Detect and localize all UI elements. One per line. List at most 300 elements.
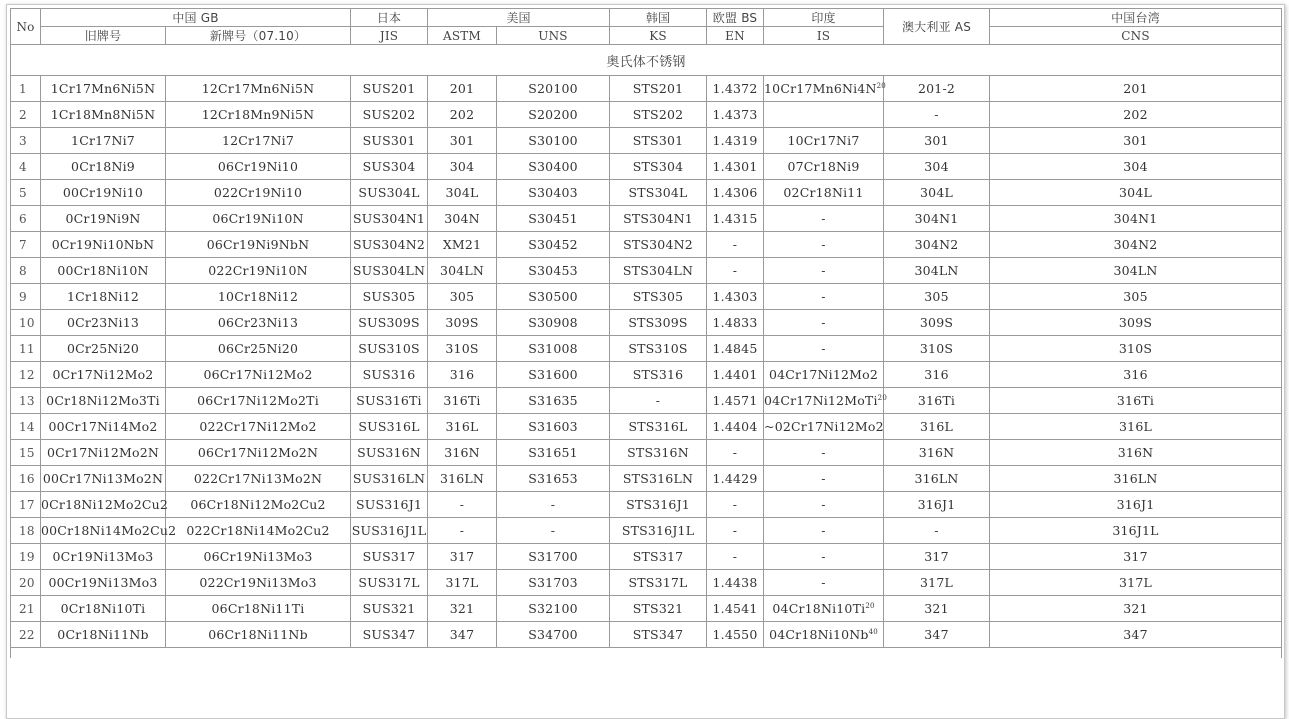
cell-gb-new: 06Cr19Ni9NbN [166,232,351,258]
cell-is [764,414,884,440]
cell-uns: S32100 [497,596,610,622]
cell-no: 11 [11,336,41,362]
cell-cns: 316LN [990,466,1282,492]
cell-is [764,206,884,232]
cell-is-text: 04Cr17Ni12Mo2 [768,367,879,382]
cell-en: 1.4429 [707,466,764,492]
cell-is-text: 04Cr18Ni10Ti [772,601,866,616]
cell-jis: SUS316 [351,362,428,388]
header-australia: 澳大利亚 AS [884,9,990,45]
cell-uns: S30908 [497,310,610,336]
cell-uns: S31700 [497,544,610,570]
cell-astm: 321 [428,596,497,622]
cell-jis: SUS304N1 [351,206,428,232]
cell-no: 10 [11,310,41,336]
cell-jis: SUS304LN [351,258,428,284]
cell-cns: 347 [990,622,1282,648]
cell-is [764,466,884,492]
cell-en: 1.4315 [707,206,764,232]
cell-ks: STS304N1 [610,206,707,232]
cell-jis: SUS316J1L [351,518,428,544]
cell-gb-new: 06Cr17Ni12Mo2N [166,440,351,466]
cell-uns: S30403 [497,180,610,206]
cell-as: 305 [884,284,990,310]
cell-ks: STS316L [610,414,707,440]
cell-as: 316Ti [884,388,990,414]
cell-cns: 305 [990,284,1282,310]
cell-uns: S31008 [497,336,610,362]
table-row [11,622,1282,648]
section-title: 奥氏体不锈钢 [11,45,1282,76]
cell-jis: SUS304 [351,154,428,180]
cell-jis: SUS304N2 [351,232,428,258]
cell-gb-new: 06Cr17Ni12Mo2 [166,362,351,388]
table-row [11,102,1282,128]
cell-gb-new: 12Cr17Mn6Ni5N [166,76,351,102]
cell-is-text: 10Cr17Mn6Ni4N [764,81,877,96]
cell-is-text: - [821,315,826,330]
cell-is [764,180,884,206]
table-row [11,388,1282,414]
cell-gb-old: 0Cr18Ni12Mo3Ti [41,388,166,414]
cell-jis: SUS316N [351,440,428,466]
cell-gb-old: 00Cr17Ni14Mo2 [41,414,166,440]
cell-ks: STS347 [610,622,707,648]
header-gb-new: 新牌号（07.10） [166,27,351,45]
cell-uns: S30451 [497,206,610,232]
cell-cns: 304 [990,154,1282,180]
cell-is-footnote: 20 [865,601,875,610]
cell-no: 22 [11,622,41,648]
cell-is [764,154,884,180]
header-jis: JIS [351,27,428,45]
cell-en: 1.4438 [707,570,764,596]
cell-gb-new: 06Cr23Ni13 [166,310,351,336]
cell-uns: S30400 [497,154,610,180]
cell-en: - [707,440,764,466]
cell-gb-old: 00Cr18Ni10N [41,258,166,284]
cell-no: 13 [11,388,41,414]
cell-en: 1.4404 [707,414,764,440]
cell-gb-new: 022Cr18Ni14Mo2Cu2 [166,518,351,544]
cell-no: 19 [11,544,41,570]
cell-cns: 321 [990,596,1282,622]
cell-astm: 310S [428,336,497,362]
cell-gb-new: 06Cr18Ni11Ti [166,596,351,622]
cell-cns: 317L [990,570,1282,596]
cell-en: 1.4319 [707,128,764,154]
cell-is-text: - [821,497,826,512]
cell-cns: 304N2 [990,232,1282,258]
cell-gb-old: 0Cr25Ni20 [41,336,166,362]
table-row [11,310,1282,336]
cell-gb-old: 0Cr17Ni12Mo2N [41,440,166,466]
cell-astm: 317L [428,570,497,596]
cell-astm: - [428,518,497,544]
table-row [11,440,1282,466]
cell-as: 309S [884,310,990,336]
cell-en: 1.4845 [707,336,764,362]
cell-uns: - [497,518,610,544]
table-row [11,206,1282,232]
cell-is-text: - [821,237,826,252]
cell-is [764,492,884,518]
table-row [11,544,1282,570]
cell-cns: 304LN [990,258,1282,284]
cell-gb-new: 06Cr19Ni10N [166,206,351,232]
cell-uns: S30100 [497,128,610,154]
header-japan: 日本 [351,9,428,27]
cell-as: 201-2 [884,76,990,102]
cell-jis: SUS317 [351,544,428,570]
cell-en: 1.4373 [707,102,764,128]
table-row [11,414,1282,440]
cell-jis: SUS316L [351,414,428,440]
cell-jis: SUS316J1 [351,492,428,518]
cell-is-text: - [821,445,826,460]
cell-astm: 316LN [428,466,497,492]
cell-as: - [884,102,990,128]
cell-cns: 201 [990,76,1282,102]
cell-cns: 316J1 [990,492,1282,518]
cell-no: 18 [11,518,41,544]
cell-gb-new: 12Cr18Mn9Ni5N [166,102,351,128]
cell-is-text: ~02Cr17Ni12Mo2 [764,419,884,434]
cell-cns: 309S [990,310,1282,336]
cell-as: 316LN [884,466,990,492]
cell-ks: STS321 [610,596,707,622]
cell-no: 21 [11,596,41,622]
cell-is-footnote: 40 [868,627,878,636]
cell-gb-old: 0Cr18Ni10Ti [41,596,166,622]
table-row [11,518,1282,544]
cell-as: 317 [884,544,990,570]
cell-is-text: - [821,523,826,538]
header-korea: 韩国 [610,9,707,27]
cell-is [764,388,887,414]
header-row-1 [11,9,1282,27]
cell-en: 1.4550 [707,622,764,648]
cell-uns: S31653 [497,466,610,492]
cell-gb-new: 06Cr19Ni10 [166,154,351,180]
cell-is [764,336,884,362]
cell-gb-old: 00Cr19Ni10 [41,180,166,206]
cell-no: 5 [11,180,41,206]
header-ks: KS [610,27,707,45]
cell-gb-old: 1Cr17Ni7 [41,128,166,154]
cell-ks: STS316J1L [610,518,707,544]
cell-cns: 316Ti [990,388,1282,414]
cell-jis: SUS347 [351,622,428,648]
header-cns: CNS [990,27,1282,45]
cell-en: 1.4306 [707,180,764,206]
cell-jis: SUS201 [351,76,428,102]
cell-ks: STS316LN [610,466,707,492]
cell-is-text: 04Cr17Ni12MoTi [764,393,878,408]
cell-gb-old: 0Cr19Ni13Mo3 [41,544,166,570]
cell-gb-new: 06Cr25Ni20 [166,336,351,362]
cell-jis: SUS316LN [351,466,428,492]
cell-uns: - [497,492,610,518]
cell-gb-new: 06Cr19Ni13Mo3 [166,544,351,570]
table-row [11,596,1282,622]
cell-uns: S34700 [497,622,610,648]
cell-gb-old: 00Cr19Ni13Mo3 [41,570,166,596]
cell-astm: 316Ti [428,388,497,414]
cell-en: 1.4541 [707,596,764,622]
cell-ks: STS316J1 [610,492,707,518]
cell-gb-new: 022Cr17Ni12Mo2 [166,414,351,440]
cell-uns: S31651 [497,440,610,466]
cell-en: 1.4303 [707,284,764,310]
cell-is-text: 07Cr18Ni9 [787,159,860,174]
cell-is-text: - [821,575,826,590]
cell-as: - [884,518,990,544]
cell-gb-old: 1Cr18Ni12 [41,284,166,310]
cell-as: 316J1 [884,492,990,518]
cell-astm: 316 [428,362,497,388]
cell-gb-new: 022Cr17Ni13Mo2N [166,466,351,492]
table-row [11,154,1282,180]
cell-as: 316L [884,414,990,440]
cell-is-text: - [821,263,826,278]
cell-gb-old: 0Cr19Ni10NbN [41,232,166,258]
cell-ks: STS316 [610,362,707,388]
cell-uns: S31703 [497,570,610,596]
cell-is-footnote: 20 [877,393,887,402]
header-is: IS [764,27,884,45]
cell-as: 304N2 [884,232,990,258]
cell-gb-new: 06Cr18Ni12Mo2Cu2 [166,492,351,518]
table-body [11,45,1282,659]
cell-astm: - [428,492,497,518]
cell-en: 1.4301 [707,154,764,180]
header-taiwan: 中国台湾 [990,9,1282,27]
cell-astm: 301 [428,128,497,154]
cell-uns: S31603 [497,414,610,440]
cell-is-text: - [821,471,826,486]
cell-gb-old: 0Cr17Ni12Mo2 [41,362,166,388]
cell-is-text: - [821,211,826,226]
cell-gb-new: 10Cr18Ni12 [166,284,351,310]
table-row [11,492,1282,518]
cell-as: 321 [884,596,990,622]
cell-is-text: 04Cr18Ni10Nb [769,627,869,642]
cell-is [764,232,884,258]
cell-ks: STS304L [610,180,707,206]
cell-cns: 317 [990,544,1282,570]
cell-as: 316N [884,440,990,466]
cell-ks: STS202 [610,102,707,128]
cell-gb-old: 0Cr18Ni12Mo2Cu2 [41,492,166,518]
header-india: 印度 [764,9,884,27]
cell-astm: 305 [428,284,497,310]
cell-is-text: - [821,341,826,356]
document-page [6,4,1285,719]
cell-ks: STS305 [610,284,707,310]
cell-en: 1.4571 [707,388,764,414]
cell-is [764,284,884,310]
cell-astm: 316N [428,440,497,466]
cell-gb-old: 00Cr17Ni13Mo2N [41,466,166,492]
cell-en: - [707,232,764,258]
cell-gb-new: 06Cr17Ni12Mo2Ti [166,388,351,414]
cell-is [764,596,884,622]
cell-gb-new: 022Cr19Ni10N [166,258,351,284]
cell-gb-new: 06Cr18Ni11Nb [166,622,351,648]
cell-uns: S31600 [497,362,610,388]
cell-ks: STS317L [610,570,707,596]
cell-ks: STS301 [610,128,707,154]
table-row [11,570,1282,596]
cell-en: - [707,258,764,284]
steel-grade-comparison-table [10,8,1282,658]
table-footer-cell [11,648,1282,659]
cell-cns: 202 [990,102,1282,128]
cell-no: 3 [11,128,41,154]
cell-as: 304L [884,180,990,206]
cell-astm: XM21 [428,232,497,258]
cell-no: 20 [11,570,41,596]
cell-en: - [707,544,764,570]
cell-as: 347 [884,622,990,648]
header-usa: 美国 [428,9,610,27]
cell-is [764,102,884,128]
cell-en: 1.4372 [707,76,764,102]
cell-no: 12 [11,362,41,388]
cell-gb-old: 0Cr23Ni13 [41,310,166,336]
cell-astm: 316L [428,414,497,440]
cell-uns: S30453 [497,258,610,284]
cell-is [764,518,884,544]
cell-uns: S20100 [497,76,610,102]
cell-gb-old: 0Cr18Ni9 [41,154,166,180]
cell-uns: S30452 [497,232,610,258]
cell-cns: 316L [990,414,1282,440]
cell-uns: S31635 [497,388,610,414]
cell-cns: 301 [990,128,1282,154]
table-row [11,284,1282,310]
table-row [11,258,1282,284]
cell-gb-new: 12Cr17Ni7 [166,128,351,154]
cell-is [764,544,884,570]
cell-ks: STS304LN [610,258,707,284]
cell-uns: S20200 [497,102,610,128]
cell-no: 4 [11,154,41,180]
cell-is-footnote: 20 [876,81,886,90]
cell-gb-new: 022Cr19Ni10 [166,180,351,206]
cell-no: 14 [11,414,41,440]
cell-no: 8 [11,258,41,284]
cell-no: 6 [11,206,41,232]
cell-jis: SUS305 [351,284,428,310]
cell-en: - [707,492,764,518]
cell-ks: STS309S [610,310,707,336]
cell-no: 7 [11,232,41,258]
header-row-2 [11,27,1282,45]
cell-jis: SUS321 [351,596,428,622]
cell-is-text: 10Cr17Ni7 [787,133,860,148]
cell-gb-old: 00Cr18Ni14Mo2Cu2 [41,518,166,544]
cell-gb-old: 1Cr17Mn6Ni5N [41,76,166,102]
header-en: EN [707,27,764,45]
cell-is [764,128,884,154]
cell-cns: 316J1L [990,518,1282,544]
cell-as: 316 [884,362,990,388]
cell-jis: SUS202 [351,102,428,128]
cell-as: 304N1 [884,206,990,232]
table-row [11,180,1282,206]
cell-ks: STS310S [610,336,707,362]
cell-astm: 202 [428,102,497,128]
cell-en: - [707,518,764,544]
cell-jis: SUS310S [351,336,428,362]
cell-as: 304 [884,154,990,180]
cell-is [764,310,884,336]
cell-ks: STS201 [610,76,707,102]
cell-is-text: - [821,549,826,564]
header-no: No [11,9,41,45]
cell-ks: STS304 [610,154,707,180]
table-row [11,76,1282,102]
cell-gb-old: 0Cr19Ni9N [41,206,166,232]
cell-is [764,362,884,388]
cell-jis: SUS309S [351,310,428,336]
cell-is [764,622,884,648]
cell-astm: 201 [428,76,497,102]
cell-astm: 347 [428,622,497,648]
cell-as: 301 [884,128,990,154]
cell-astm: 304 [428,154,497,180]
cell-astm: 317 [428,544,497,570]
cell-no: 9 [11,284,41,310]
cell-no: 2 [11,102,41,128]
cell-gb-old: 0Cr18Ni11Nb [41,622,166,648]
cell-astm: 304L [428,180,497,206]
cell-is [764,570,884,596]
table-row [11,232,1282,258]
cell-astm: 304LN [428,258,497,284]
header-uns: UNS [497,27,610,45]
header-china-gb: 中国 GB [41,9,351,27]
cell-astm: 309S [428,310,497,336]
cell-cns: 310S [990,336,1282,362]
cell-cns: 304N1 [990,206,1282,232]
cell-jis: SUS316Ti [351,388,428,414]
header-eu: 欧盟 BS [707,9,764,27]
table-row [11,336,1282,362]
cell-cns: 316N [990,440,1282,466]
cell-no: 1 [11,76,41,102]
table-row [11,466,1282,492]
cell-no: 15 [11,440,41,466]
table-row [11,128,1282,154]
cell-as: 310S [884,336,990,362]
cell-cns: 316 [990,362,1282,388]
cell-is [764,440,884,466]
cell-ks: STS317 [610,544,707,570]
cell-en: 1.4833 [707,310,764,336]
header-gb-old: 旧牌号 [41,27,166,45]
cell-no: 17 [11,492,41,518]
header-astm: ASTM [428,27,497,45]
table-row [11,362,1282,388]
cell-ks: STS304N2 [610,232,707,258]
cell-jis: SUS301 [351,128,428,154]
cell-gb-old: 1Cr18Mn8Ni5N [41,102,166,128]
cell-cns: 304L [990,180,1282,206]
cell-is-text: 02Cr18Ni11 [783,185,864,200]
